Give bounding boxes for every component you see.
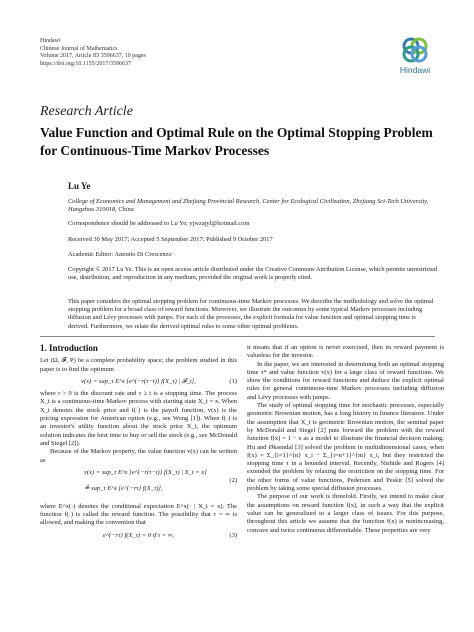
equation-3-number: (3) [229,531,237,539]
right-paragraph-2: In the paper, we are interested in determining both an optimal stopping time τ* and value function v(x) for a large class of reward functions. We show the conditions for reward functions and deduce the explicit optimal rules for general continuous-time Markov processes including diffusion and Lévy processes with jumps. [247,360,444,401]
section-divider [40,336,435,337]
equation-2-line-2: ≜ sup_τ E^x [e^{−rτ} f(X_τ)], [84,484,163,492]
author-name: Lu Ye [68,181,91,191]
equation-3-body: e^{−rτ} f(X_τ) = 0 if τ = ∞, [102,531,175,539]
volume-info: Volume 2017, Article ID 3596637, 10 pages [40,53,146,60]
intro-paragraph-4: where E^x(·) denotes the conditional expectation E^x(· | X_t = x). The function f(·) is called the reward function. The possibility that τ = ∞ is allowed, and making the convention that [40,502,237,527]
left-column [40,344,237,544]
logo-wordmark: Hindawi [399,65,431,75]
author-affiliation: College of Economics and Management and Zhejiang Provincial Research, Center for Ecological Civilization, Zhejiang Sci-Tech University, Hangzhou 310018, China [68,198,429,214]
right-paragraph-1: it means that if an option is never exercised, then its reward payment is valueless for the investor. [247,344,444,360]
correspondence: Correspondence should be addressed to Lu Ye; yjwzajyl@hotmail.com [68,220,250,227]
equation-1-number: (1) [229,377,237,385]
journal-header [40,38,146,68]
doi-link[interactable]: https://doi.org/10.1155/2017/3596637 [40,60,132,67]
publication-dates: Received 30 May 2017; Accepted 5 September 2017; Published 9 October 2017 [68,236,273,243]
right-paragraph-4: The purpose of our work is threefold. Firstly, we intend to make clear the assumptions on reward function f(x), in such a way that the explicit value can be generalized to a larger class of issues. For this purpose, throughout this article we assume that the function f(x) is nonincreasing, concave and twice continuous differentiable. These properties are very [247,493,444,534]
abstract: This paper considers the optimal stopping problem for continuous-time Markov processes. We describe the methodology and solve the optimal stopping problem for a broad class of reward functions. Moreover, we illustrate the outcomes by some typical Markov processes including diffusion and Lévy processes with jumps. For each of the processes, the explicit formula for value function and optimal stopping time is derived. Furthermore, we relate the derived optimal rules to some other optimal problems. [68,298,434,330]
publisher-name: Hindawi [40,38,61,44]
equation-2-number: (2) [229,476,237,484]
copyright-notice: Copyright © 2017 Lu Ye. This is an open access article distributed under the Creative Commons Attribution License, which permits unrestricted use, distribution, and reproduction in any medium, provided the original work is properly cited. [68,266,438,282]
equation-2 [40,469,237,499]
right-column [247,344,444,535]
intro-paragraph-1: Let (Ω, 𝓕, P) be a complete probability space; the problem studied in this paper is to find the optimum [40,357,237,373]
hindawi-logo [393,36,437,75]
hindawi-logo-icon [401,36,429,64]
intro-paragraph-3: Because of the Markov property, the value function v(x) can be written as [40,448,237,464]
equation-3 [40,532,237,540]
journal-name: Chinese Journal of Mathematics [40,45,118,52]
article-title: Value Function and Optimal Rule on the Optimal Stopping Problem for Continuous-Time Markov Processes [40,125,433,158]
equation-2-line-1: v(x) = sup_τ E^x [e^{−r(τ−t)} f(X_τ) | X_t = x] [84,468,207,476]
intro-paragraph-2: where r > 0 is the discount rate and τ ≥ t is a stopping time. The process X_t is a continuous-time Markov process with starting state X_t = x. When X_t denotes the stock price and f(·) is the payoff function, v(x) is the pricing expression for American option (e.g., see Wong [1]). When f(·) is an investor's utility function about the stock price X_t, the optimum solution indicates the best time to buy or sell the stock (e.g., see McDonald and Siegel [2]). [40,390,237,447]
section-heading-introduction: 1. Introduction [40,343,98,353]
article-type: Research Article [40,104,133,119]
academic-editor: Academic Editor: Antonio Di Crescenzo [68,251,172,258]
equation-1 [40,378,237,386]
equation-1-body: v(x) = sup_τ E^x [e^{−r(τ−t)} f(X_τ) | 𝓕_t], [81,377,196,385]
right-paragraph-3: The study of optimal stopping time for stochastic processes, especially geometric Brownian motion, has a long history in finance literature. Under the assumption that X_t is geometric Brownian motion, the seminal paper by McDonald and Siegel [2] puts forward the problem with the reward function f(x) = 1 − x as a model to illustrate the financial decision making. Hu and Øksendal [3] solved the problem in multidimensional cases, when f(x) = Σ_{i=1}^{n} x_i − Σ_{i=n+1}^{m} x_i, but they restricted the stopping time τ in a bounded interval. Recently, Nishide and Rogers [4] extended the problem by relaxing the restriction on the stopping time. For the other forms of value functions, Pedersen and Peskir [5] solved the problem by taking some special diffusion processes. [247,402,444,493]
